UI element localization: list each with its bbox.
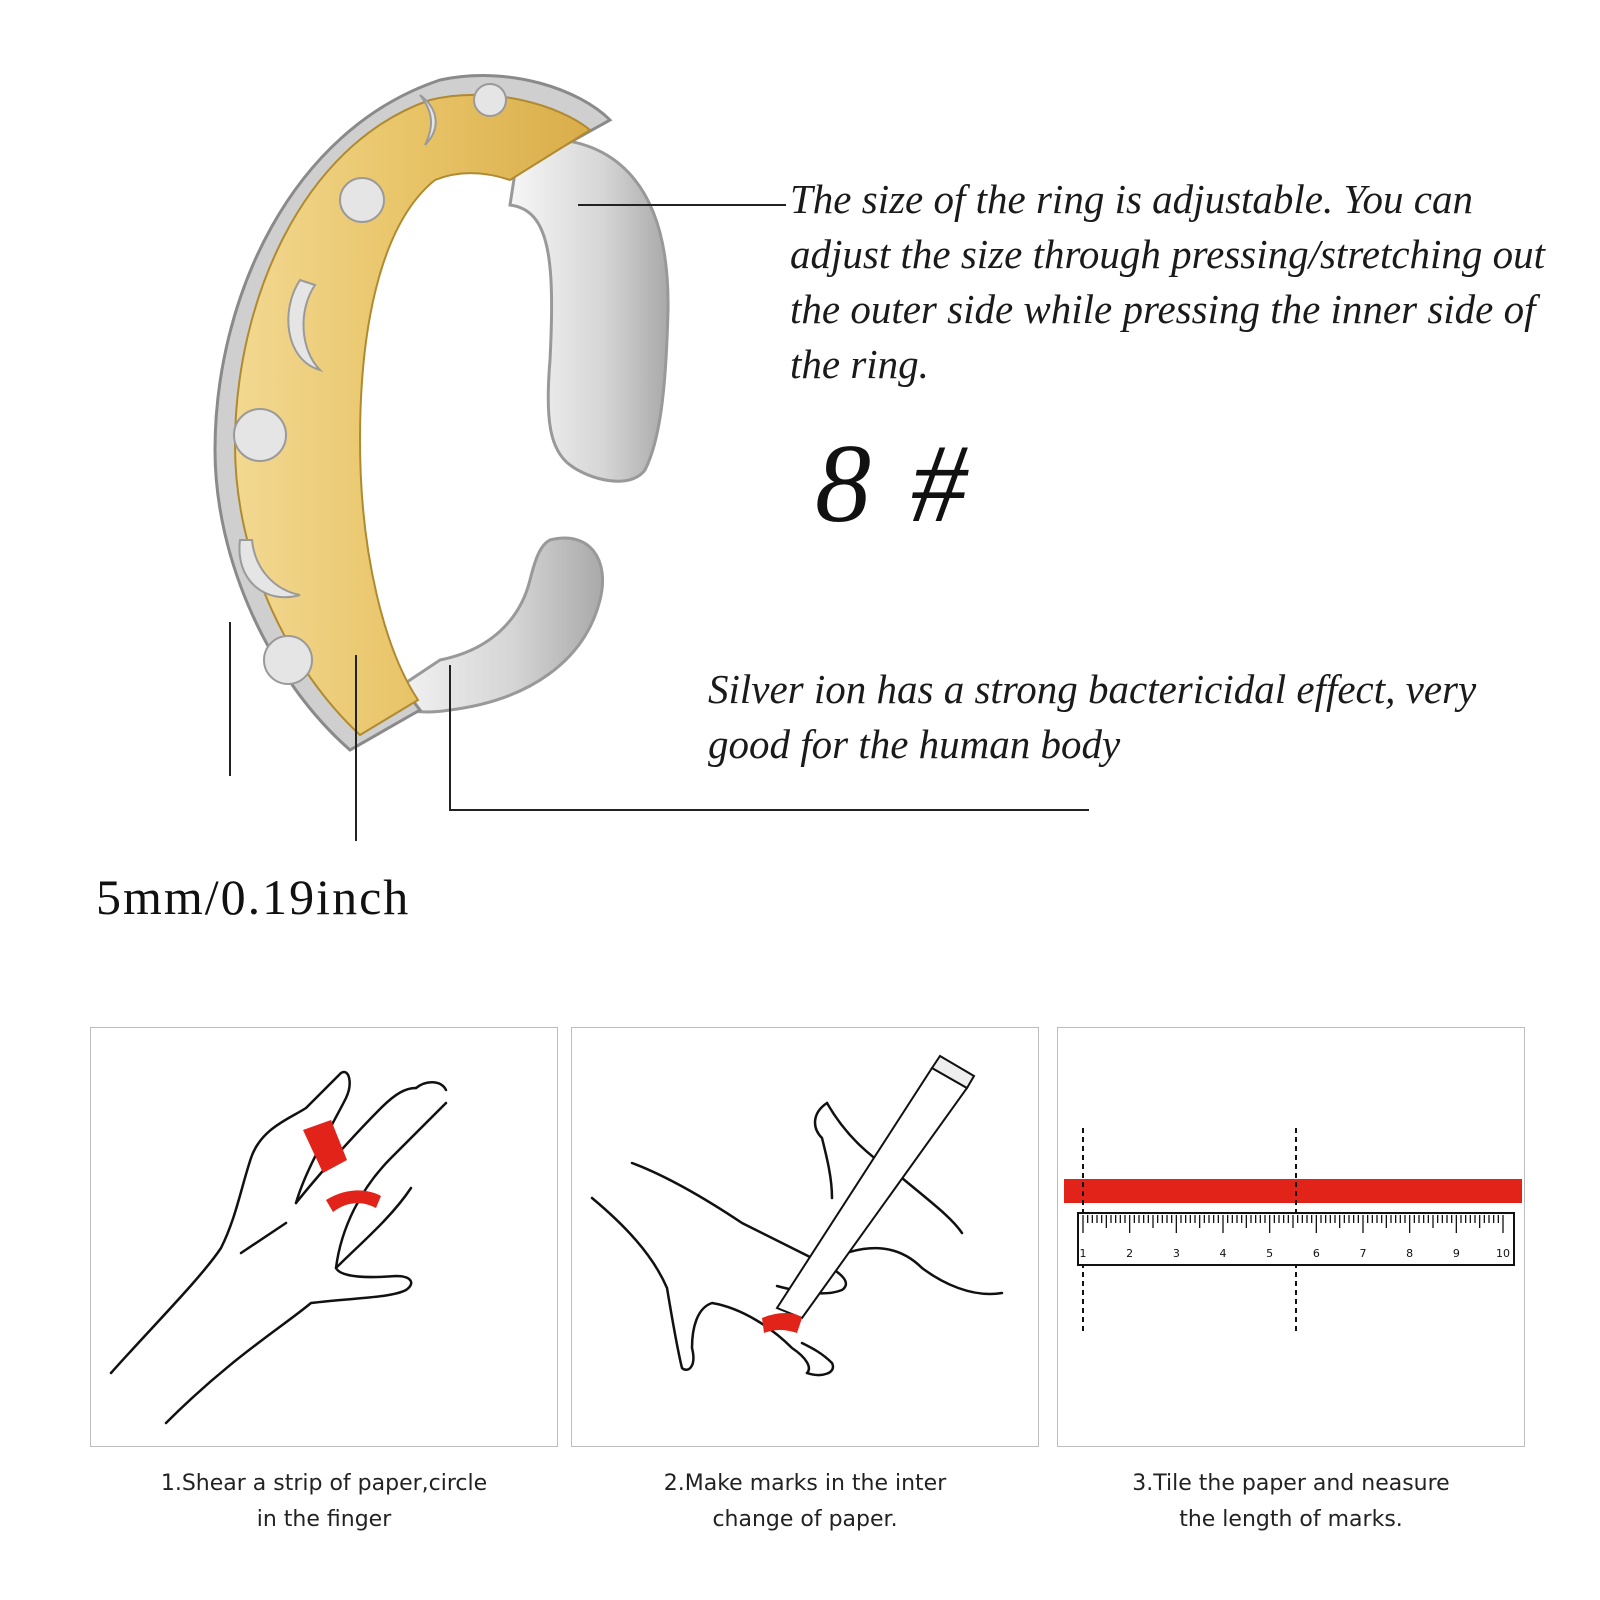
ring-size-mark: 8 # <box>815 422 973 546</box>
silver-benefit-note: Silver ion has a strong bactericidal effect, very good for the human body <box>708 666 1477 767</box>
hand-marking-pen-icon <box>572 1028 1040 1448</box>
ruler-tick-label: 5 <box>1266 1247 1274 1260</box>
ruler-tick-label: 2 <box>1126 1247 1134 1260</box>
guide-line-silver-vertical <box>449 665 451 811</box>
pencil <box>777 1056 974 1318</box>
ruler-tick-label: 1 <box>1079 1247 1087 1260</box>
ruler-tick-label: 4 <box>1219 1247 1227 1260</box>
width-marker-left <box>229 622 231 776</box>
adjustable-size-note: The size of the ring is adjustable. You can adjust the size through pressing/stretching out the outer side while pressing the inner side of the ring. <box>790 176 1546 387</box>
step-2-panel <box>571 1027 1039 1447</box>
band-width-label: 5mm/0.19inch <box>96 869 411 925</box>
ruler-with-paper-icon <box>1058 1028 1526 1448</box>
ruler-tick-label: 9 <box>1452 1247 1460 1260</box>
ruler-tick-label: 3 <box>1172 1247 1180 1260</box>
guide-line-silver-horizontal <box>449 809 1089 811</box>
paper-strip <box>1064 1179 1522 1203</box>
step-1-caption: 1.Shear a strip of paper,circle in the finger <box>160 1471 488 1532</box>
step-3-caption: 3.Tile the paper and neasure the length of marks. <box>1132 1471 1450 1532</box>
step-2-caption: 2.Make marks in the inter change of paper. <box>663 1471 947 1532</box>
guide-line-adjustable <box>578 204 786 206</box>
pen-mark-on-paper <box>762 1313 802 1333</box>
ruler-tick-label: 6 <box>1312 1247 1320 1260</box>
step-1-panel <box>90 1027 558 1447</box>
step-3-panel <box>1057 1027 1525 1447</box>
ruler-tick-label: 10 <box>1496 1247 1510 1260</box>
hand-with-paper-strip-icon <box>91 1028 559 1448</box>
ruler-tick-label: 7 <box>1359 1247 1367 1260</box>
width-marker-right <box>355 655 357 841</box>
ruler-tick-label: 8 <box>1406 1247 1414 1260</box>
